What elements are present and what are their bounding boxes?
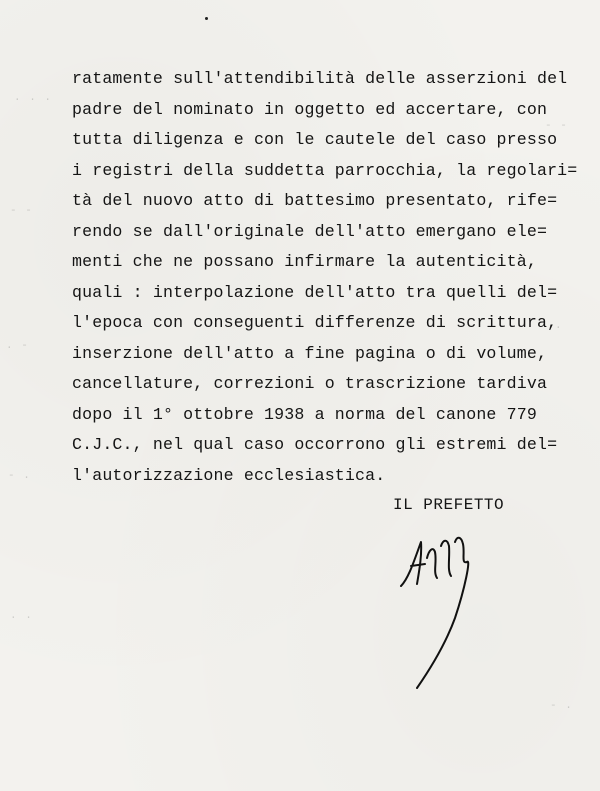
body-line: inserzione dell'atto a fine pagina o di volume, [72, 343, 548, 363]
ink-speck [205, 17, 208, 20]
bleed-through-mark: . . . [14, 92, 53, 104]
body-line: l'autorizzazione ecclesiastica. [72, 465, 386, 485]
bleed-through-mark: . [555, 320, 563, 332]
letter-body [72, 64, 592, 491]
body-line: quali : interpolazione dell'atto tra quelli del= [72, 282, 558, 302]
body-line: cancellature, correzioni o trascrizione tardiva [72, 374, 548, 393]
body-line: C.J.C., nel qual caso occorrono gli estremi del= [72, 435, 558, 454]
signatory-title: IL PREFETTO [393, 496, 505, 514]
body-line: menti che ne possano infirmare la autenticità, [72, 252, 537, 271]
body-line: tà del nuovo atto di battesimo presentato, rife= [72, 191, 558, 210]
bleed-through-mark: - - [10, 205, 33, 217]
bleed-through-mark: . - [6, 340, 29, 352]
body-line: dopo il 1° ottobre 1938 a norma del canone 779 [72, 404, 537, 424]
bleed-through-mark: . . [10, 610, 33, 622]
body-line: padre del nominato in oggetto ed accertare, con [72, 99, 548, 119]
body-line: tutta diligenza e con le cautele del caso presso [72, 130, 558, 149]
body-line: rendo se dall'originale dell'atto emergano ele= [72, 221, 548, 241]
body-line: i registri della suddetta parrocchia, la regolari= [72, 160, 578, 180]
bleed-through-mark: - . [8, 470, 31, 482]
body-line: ratamente sull'attendibilità delle asserzioni del [72, 69, 568, 88]
bleed-through-mark: - - [545, 120, 568, 132]
bleed-through-mark: - . [550, 700, 573, 712]
handwritten-signature [395, 528, 495, 698]
body-line: l'epoca con conseguenti differenze di scrittura, [72, 313, 558, 332]
